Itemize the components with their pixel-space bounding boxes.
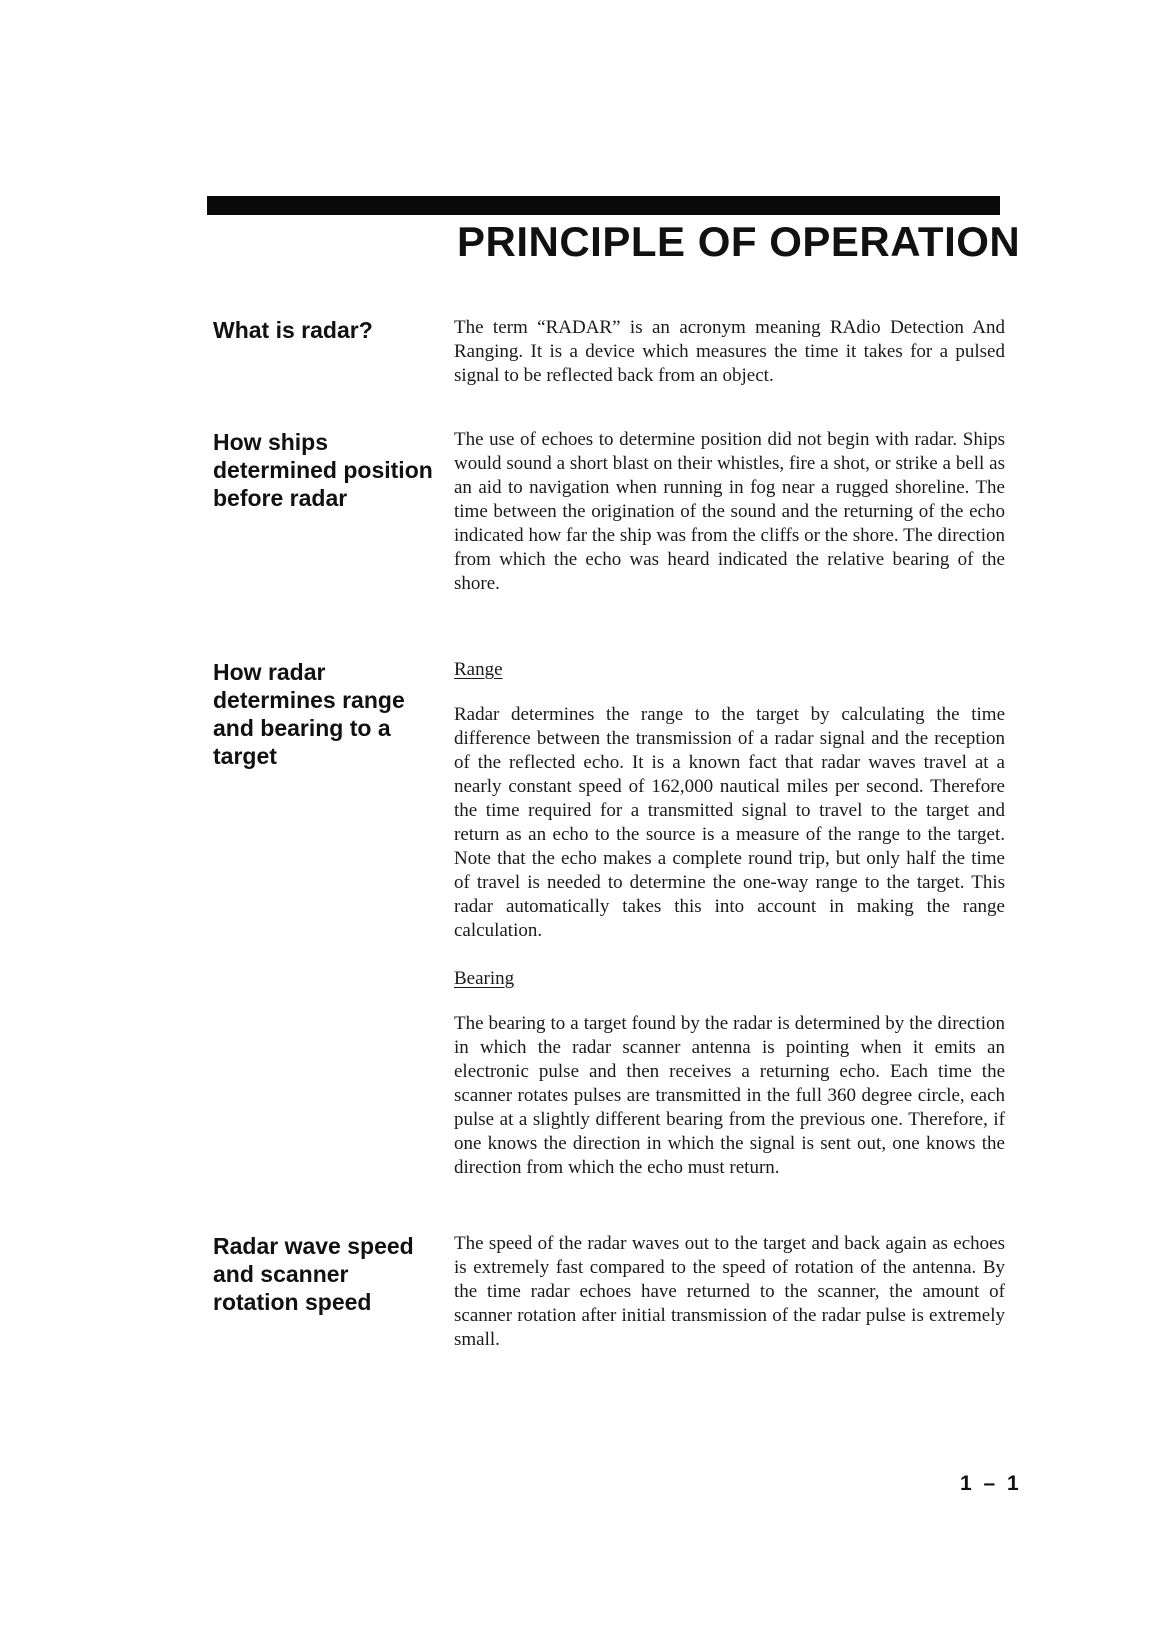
side-heading: Radar wave speed and scanner rotation speed: [213, 1233, 414, 1315]
range-subheading: Range: [454, 659, 503, 680]
side-heading: How radar determines range and bearing to a target: [213, 659, 405, 769]
body-paragraph: The use of echoes to determine position did not begin with radar. Ships would sound a short blast on their whistles, fire a shot, or strike a bell as an aid to navigation when running in fog near a rugged shoreline. The time between the origination of the sound and the returning of the echo indicated how far the ship was from the cliffs or the shore. The direction from which the echo was heard indicated the relative bearing of the shore.: [454, 429, 1005, 594]
section-body: [454, 428, 1005, 596]
section-body: [454, 316, 1005, 388]
body-paragraph: The term “RADAR” is an acronym meaning RAdio Detection And Ranging. It is a device which measures the time it takes for a pulsed signal to be reflected back from an object.: [454, 317, 1005, 386]
section-body: [454, 658, 1005, 1180]
range-paragraph: Radar determines the range to the target by calculating the time difference between the transmission of a radar signal and the reception of the reflected echo. It is a known fact that radar waves travel at a nearly constant speed of 162,000 nautical miles per second. Therefore the time required for a transmitted signal to travel to the target and return as an echo to the source is a measure of the range to the target. Note that the echo makes a complete round trip, but only half the time of travel is needed to determine the one-way range to the target. This radar automatically takes this into account in making the range calculation.: [454, 704, 1005, 941]
body-paragraph: The speed of the radar waves out to the target and back again as echoes is extremely fast compared to the speed of rotation of the antenna. By the time radar echoes have returned to the scanner, the amount of scanner rotation after initial transmission of the radar pulse is extremely small.: [454, 1233, 1005, 1350]
page-title: PRINCIPLE OF OPERATION: [457, 218, 1021, 265]
bearing-subheading: Bearing: [454, 968, 515, 989]
top-rule-bar: [207, 196, 1000, 215]
section-body: [454, 1232, 1005, 1352]
side-heading: How ships determined position before radar: [213, 429, 433, 511]
bearing-paragraph: The bearing to a target found by the radar is determined by the direction in which the radar scanner antenna is pointing when it emits an electronic pulse and then receives a returning echo. Each time the scanner rotates pulses are transmitted in the full 360 degree circle, each pulse at a slightly different bearing from the previous one. Therefore, if one knows the direction in which the signal is sent out, one knows the direction from which the echo must return.: [454, 1013, 1005, 1178]
page-number: 1 – 1: [960, 1472, 1022, 1495]
side-heading: What is radar?: [213, 317, 373, 343]
